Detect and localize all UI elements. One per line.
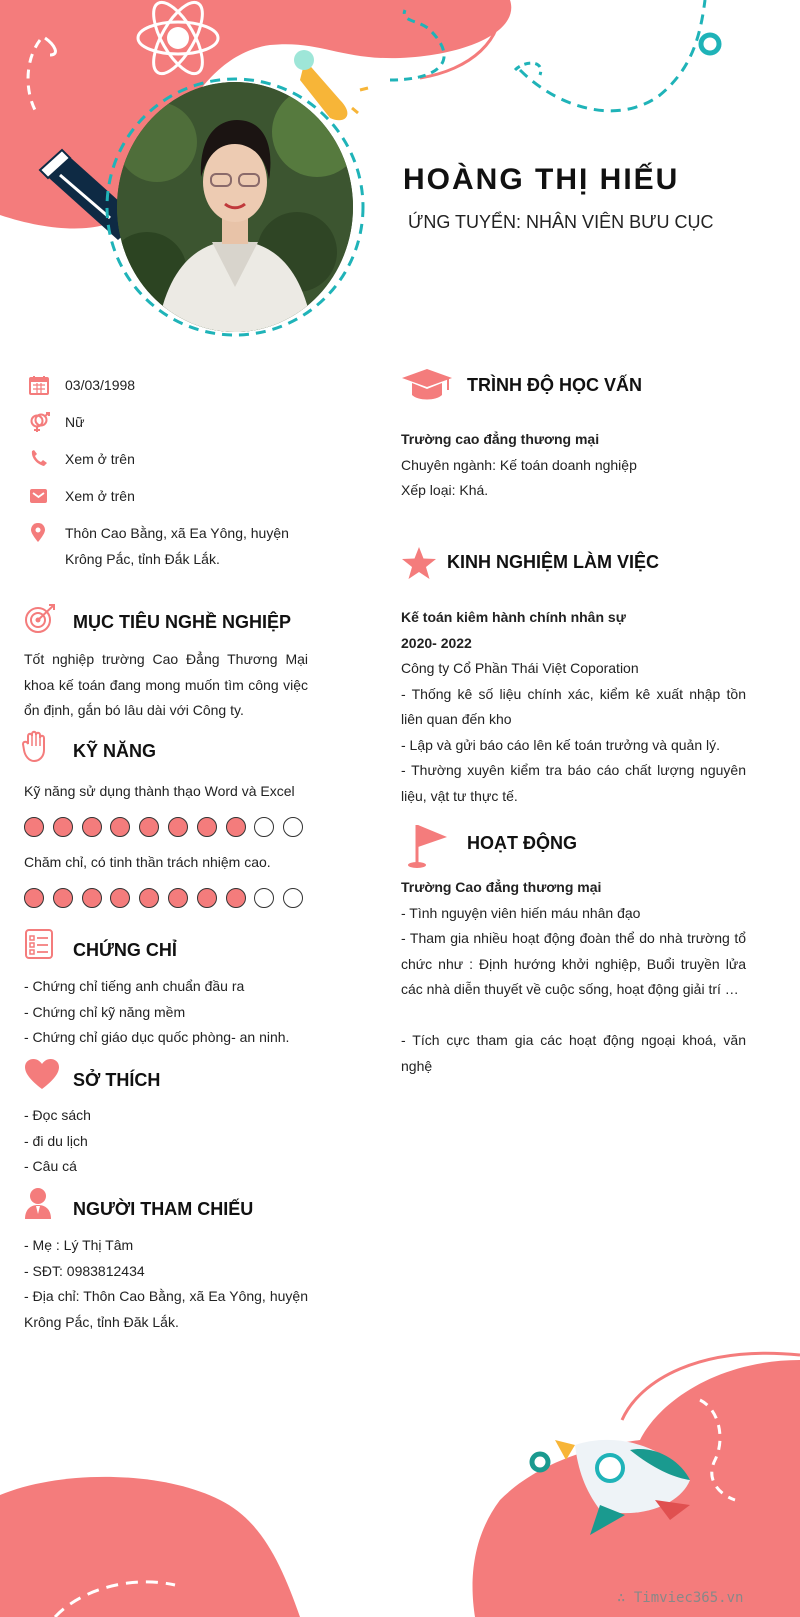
skills-title: KỸ NĂNG — [73, 741, 157, 761]
candidate-name: HOÀNG THỊ HIẾU — [403, 163, 680, 196]
objective-title: MỤC TIÊU NGHỀ NGHIỆP — [73, 612, 292, 632]
education-line: Xếp loại: Khá. — [401, 482, 489, 498]
rating-dot-filled — [226, 888, 246, 908]
rating-dot-empty — [254, 817, 274, 837]
reference-item: - Địa chỉ: Thôn Cao Bằng, xã Ea Yông, huyện Krông Pắc, tỉnh Đăk Lắk. — [24, 1288, 308, 1330]
reference-item: - SĐT: 0983812434 — [24, 1262, 145, 1279]
activity-line: - Tích cực tham gia các hoạt động ngoại khoá, văn nghệ — [401, 1032, 746, 1074]
hand-icon — [22, 730, 50, 762]
education-school: Trường cao đẳng thương mại — [401, 431, 600, 447]
email-text: Xem ở trên — [65, 488, 135, 504]
rating-dot-filled — [24, 888, 44, 908]
rating-dot-filled — [53, 888, 73, 908]
person-icon — [24, 1187, 52, 1219]
hobby-item: - Đọc sách — [24, 1107, 91, 1123]
experience-role: Kế toán kiêm hành chính nhân sự — [401, 609, 626, 625]
skill-rating — [24, 888, 314, 910]
experience-title: KINH NGHIỆM LÀM VIỆC — [447, 552, 660, 572]
references-title: NGƯỜI THAM CHIẾU — [73, 1199, 254, 1219]
certificates-list — [24, 974, 314, 1051]
birthdate-text: 03/03/1998 — [65, 377, 136, 393]
target-icon — [24, 602, 58, 634]
avatar — [117, 82, 353, 332]
skill-label: Chăm chỉ, có tinh thần trách nhiệm cao. — [24, 854, 271, 870]
experience-line: Công ty Cổ Phần Thái Việt Coporation — [401, 660, 639, 676]
activity-line: - Tham gia nhiều hoạt động đoàn thể do nhà trường tổ chức như : Định hướng khởi nghiệp, Buổi truyền lửa các nhà diễn thuyết về cuộc sống, hoạt động giải trí … — [401, 930, 746, 997]
references-list — [24, 1233, 308, 1335]
rating-dot-empty — [254, 888, 274, 908]
education-line: Chuyên ngành: Kế toán doanh nghiệp — [401, 456, 637, 473]
portrait-image — [117, 82, 353, 332]
experience-line: - Lập và gửi báo cáo lên kế toán trưởng và quản lý. — [401, 736, 721, 753]
reference-item: - Mẹ : Lý Thị Tâm — [24, 1237, 134, 1253]
rating-dot-filled — [168, 817, 188, 837]
activities-org: Trường Cao đẳng thương mại — [401, 879, 602, 895]
activity-line: - Tình nguyện viên hiến máu nhân đạo — [401, 904, 641, 921]
certificates-title: CHỨNG CHỈ — [73, 940, 177, 960]
gender-icon — [28, 412, 50, 432]
hobby-item: - đi du lịch — [24, 1132, 88, 1149]
hobbies-title: SỞ THÍCH — [73, 1070, 161, 1090]
education-title: TRÌNH ĐỘ HỌC VẤN — [467, 375, 642, 395]
rating-dot-filled — [197, 888, 217, 908]
applied-position: ỨNG TUYỂN: NHÂN VIÊN BƯU CỤC — [408, 212, 714, 232]
calendar-icon — [28, 375, 50, 395]
graduation-cap-icon — [401, 368, 453, 402]
rating-dot-filled — [226, 817, 246, 837]
star-icon — [401, 546, 437, 580]
rating-dot-empty — [283, 888, 303, 908]
experience-period: 2020- 2022 — [401, 634, 472, 651]
email-icon — [28, 486, 50, 506]
rating-dot-filled — [139, 817, 159, 837]
skill-rating — [24, 817, 314, 839]
objective-text: Tốt nghiệp trường Cao Đẳng Thương Mại khoa kế toán đang mong muốn tìm công việc ổn định, gắn bó lâu dài với Công ty. — [24, 651, 308, 718]
rating-dot-filled — [53, 817, 73, 837]
rating-dot-filled — [24, 817, 44, 837]
rating-dot-filled — [110, 888, 130, 908]
hobby-item: - Câu cá — [24, 1158, 77, 1174]
rating-dot-filled — [82, 817, 102, 837]
education-detail — [401, 427, 746, 504]
phone-icon — [28, 449, 50, 469]
rating-dot-empty — [283, 817, 303, 837]
experience-line: - Thống kê số liệu chính xác, kiểm kê xuất nhập tồn liên quan đến kho — [401, 685, 746, 727]
location-icon — [28, 523, 50, 543]
activities-detail — [401, 875, 746, 1079]
heart-icon — [24, 1058, 60, 1090]
certificate-item: - Chứng chỉ tiếng anh chuẩn đầu ra — [24, 978, 245, 994]
certificate-item: - Chứng chỉ kỹ năng mềm — [24, 1003, 186, 1020]
hobbies-list — [24, 1103, 314, 1180]
rating-dot-filled — [110, 817, 130, 837]
address-text: Thôn Cao Bằng, xã Ea Yông, huyện Krông Pắc, tỉnh Đắk Lắk. — [65, 525, 289, 567]
rating-dot-filled — [82, 888, 102, 908]
rating-dot-filled — [168, 888, 188, 908]
gender-text: Nữ — [65, 414, 85, 430]
flag-icon — [405, 822, 451, 868]
experience-line: - Thường xuyên kiểm tra báo cáo chất lượng nguyên liệu, vật tư thực tế. — [401, 762, 746, 804]
activity-spacer — [401, 1003, 746, 1029]
experience-detail — [401, 605, 746, 809]
rating-dot-filled — [197, 817, 217, 837]
activities-title: HOẠT ĐỘNG — [467, 833, 577, 853]
phone-text: Xem ở trên — [65, 451, 135, 467]
skill-label: Kỹ năng sử dụng thành thạo Word và Excel — [24, 783, 295, 799]
rating-dot-filled — [139, 888, 159, 908]
watermark: ∴ Timviec365.vn — [617, 1590, 744, 1606]
checklist-icon — [24, 928, 54, 960]
certificate-item: - Chứng chỉ giáo dục quốc phòng- an ninh. — [24, 1029, 290, 1045]
